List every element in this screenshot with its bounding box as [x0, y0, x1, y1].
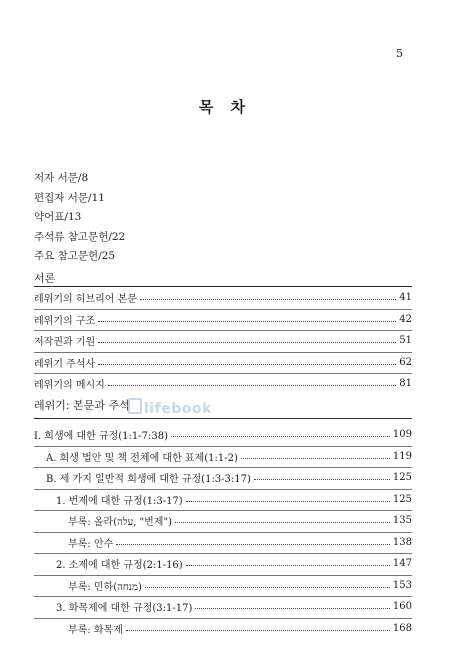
dot-leader: [186, 565, 390, 566]
toc-label: A. 희생 법안 및 책 전체에 대한 표제(1:1-2): [46, 452, 238, 464]
toc-label: 부록: 화목제: [68, 624, 123, 636]
toc-row: [34, 446, 412, 469]
toc-label: 1. 번제에 대한 규정(1:3-17): [56, 495, 183, 507]
watermark-logo-icon: [128, 398, 142, 414]
toc-row: [34, 287, 412, 310]
toc-page: 125: [392, 472, 412, 484]
dot-leader: [98, 321, 396, 322]
toc-label: I. 희생에 대한 규정(1:1-7:38): [34, 431, 169, 443]
toc-row: [34, 352, 412, 375]
page-number: 5: [396, 47, 403, 60]
toc-label: 저작권과 기원: [34, 337, 96, 349]
page-title: 목 차: [198, 98, 252, 116]
toc-label: 부록: 올라(עלה, "번제"): [68, 517, 172, 529]
toc-row: [34, 373, 412, 395]
dot-leader: [98, 364, 396, 365]
dot-leader: [254, 479, 390, 480]
toc-label: 3. 화목제에 대한 규정(3:1-17): [56, 603, 193, 615]
toc-row: [34, 596, 412, 619]
toc-page: 41: [399, 292, 412, 304]
watermark: [128, 398, 212, 417]
dot-leader: [145, 587, 390, 588]
toc-row: [34, 532, 412, 555]
dot-leader: [108, 385, 396, 386]
toc-page: 138: [392, 536, 412, 548]
toc-label: 부록: 민하(מנחה): [68, 581, 142, 593]
toc-row: [34, 330, 412, 353]
toc-row: [34, 575, 412, 598]
dot-leader: [171, 436, 390, 437]
toc-label: 레위기 주석사: [34, 358, 96, 370]
toc-row: [34, 424, 412, 447]
toc-row: [34, 553, 412, 576]
toc-row: [34, 510, 412, 533]
toc-page: 125: [392, 493, 412, 505]
toc-label: 부록: 안수: [68, 538, 114, 550]
toc-page: 168: [392, 622, 412, 634]
front-matter-item: 저자 서문/8: [34, 172, 89, 184]
toc-row: [34, 309, 412, 332]
toc-page: 81: [399, 378, 412, 390]
toc-label: 레위기의 구조: [34, 315, 96, 327]
front-matter-item: 주석류 참고문헌/22: [34, 230, 126, 243]
toc-page: 42: [399, 313, 412, 325]
section-heading-introduction: 서론: [34, 272, 56, 285]
dot-leader: [140, 299, 396, 300]
front-matter-item: 약어표/13: [34, 211, 82, 223]
dot-leader: [175, 522, 390, 523]
toc-page: 160: [392, 601, 412, 613]
dot-leader: [241, 458, 390, 459]
toc-page: 147: [392, 558, 412, 570]
toc-page: 153: [392, 579, 412, 591]
section-heading-text-and-commentary: 레위기: 본문과 주석: [34, 399, 130, 412]
toc-row: [34, 489, 412, 512]
front-matter-list: [34, 169, 125, 267]
toc-page: 109: [392, 429, 412, 441]
toc-label: 2. 소제에 대한 규정(2:1-16): [56, 560, 183, 572]
front-matter-item: 편집자 서문/11: [34, 191, 105, 204]
section-rule: [34, 418, 412, 419]
dot-leader: [116, 544, 390, 545]
watermark-text: lifebook: [144, 401, 212, 417]
toc-row: [34, 618, 412, 640]
toc-page: 62: [399, 356, 412, 368]
dot-leader: [186, 501, 390, 502]
toc-label: 레위기의 메시지: [34, 380, 105, 392]
toc-page: 135: [392, 515, 412, 527]
dot-leader: [126, 630, 390, 631]
toc-page: 119: [392, 450, 412, 462]
dot-leader: [98, 342, 396, 343]
front-matter-item: 주요 참고문헌/25: [34, 250, 116, 262]
toc-page: 51: [399, 335, 412, 347]
toc-row: [34, 467, 412, 490]
toc-label: 레위기의 히브리어 본문: [34, 294, 137, 306]
dot-leader: [195, 608, 390, 609]
toc-label: B. 세 가지 일반적 희생에 대한 규정(1:3-3:17): [46, 474, 251, 486]
